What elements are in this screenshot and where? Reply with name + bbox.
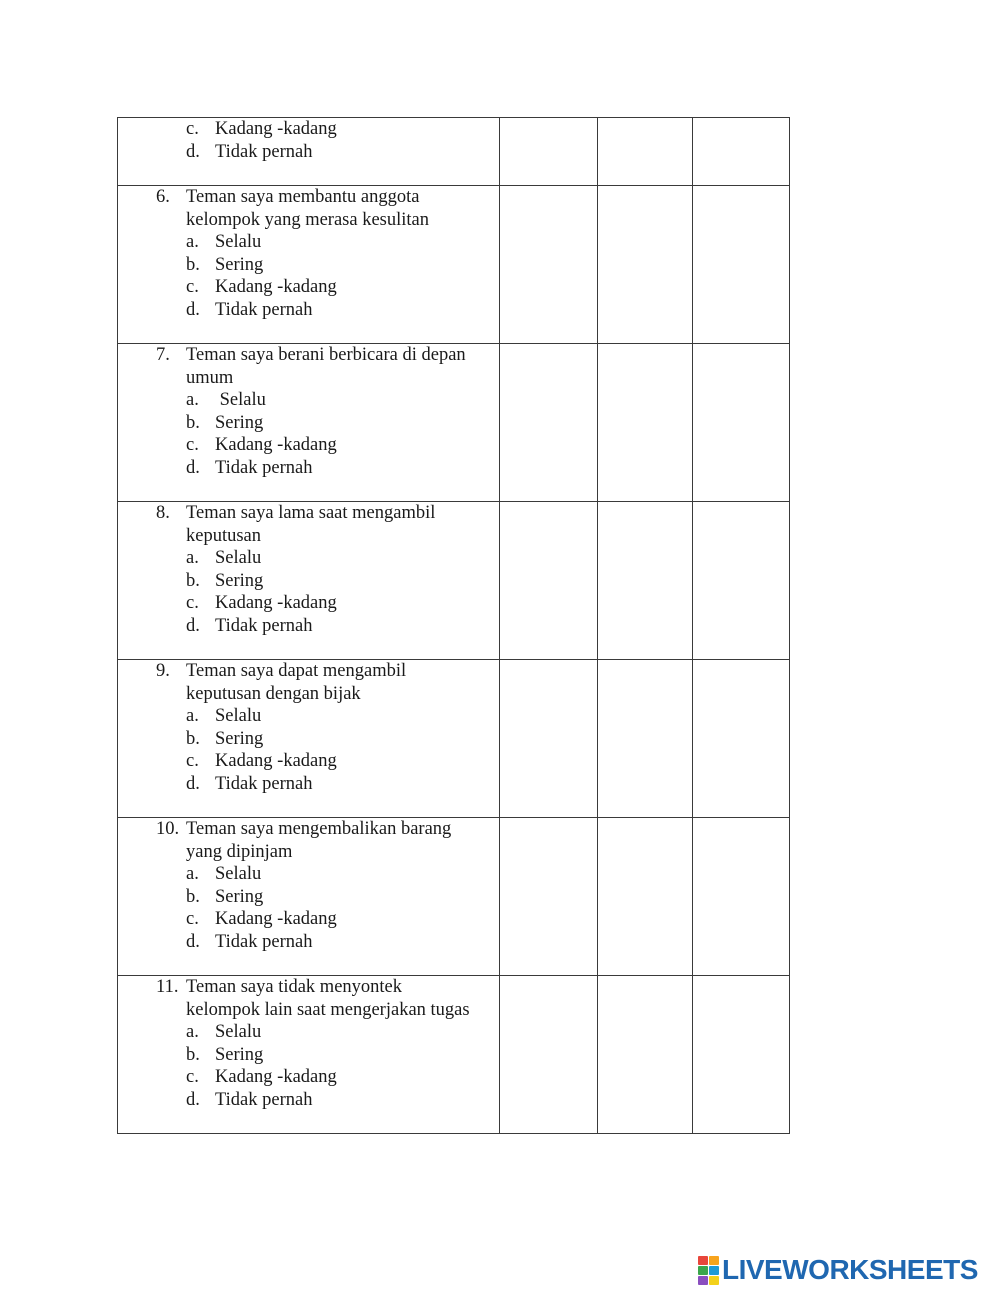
- option-text: Kadang -kadang: [215, 751, 337, 772]
- answer-option: [118, 118, 499, 141]
- option-letter: a.: [186, 864, 199, 885]
- question-number: 10.: [156, 819, 180, 839]
- question-number: 8.: [156, 503, 170, 523]
- answer-cell[interactable]: [598, 344, 693, 502]
- option-letter: a.: [186, 232, 199, 253]
- question-cell: [118, 186, 500, 344]
- option-text: Selalu: [215, 864, 262, 885]
- answer-cell[interactable]: [598, 502, 693, 660]
- answer-option: [118, 299, 499, 322]
- answer-cell[interactable]: [598, 660, 693, 818]
- question-number: 6.: [156, 187, 170, 207]
- answer-cell[interactable]: [598, 818, 693, 976]
- question-cell: [118, 976, 500, 1134]
- answer-option: [118, 931, 499, 954]
- answer-option: [118, 276, 499, 299]
- answer-option: [118, 773, 499, 796]
- option-letter: d.: [186, 299, 200, 320]
- question-cell: [118, 818, 500, 976]
- option-letter: c.: [186, 435, 199, 456]
- question-text: keputusan: [186, 525, 262, 546]
- answer-option: [118, 547, 499, 570]
- answer-cell[interactable]: [500, 660, 598, 818]
- question-text: Teman saya berani berbicara di depan: [186, 345, 466, 365]
- logo-block: [709, 1266, 719, 1275]
- option-text: Tidak pernah: [215, 931, 313, 952]
- answer-cell[interactable]: [500, 118, 598, 186]
- answer-cell[interactable]: [500, 502, 598, 660]
- answer-option: [118, 863, 499, 886]
- option-text: Tidak pernah: [215, 457, 313, 478]
- option-letter: c.: [186, 751, 199, 772]
- option-letter: c.: [186, 277, 199, 298]
- question-number: 7.: [156, 345, 170, 365]
- option-text: Kadang -kadang: [215, 119, 337, 139]
- option-text: Selalu: [215, 1022, 262, 1043]
- answer-cell[interactable]: [598, 186, 693, 344]
- answer-option: [118, 434, 499, 457]
- option-text: Sering: [215, 728, 264, 749]
- logo-block: [698, 1266, 708, 1275]
- option-letter: c.: [186, 1067, 199, 1088]
- option-text: Kadang -kadang: [215, 909, 337, 930]
- option-letter: c.: [186, 119, 199, 139]
- option-text: Kadang -kadang: [215, 277, 337, 298]
- option-text: Sering: [215, 254, 264, 275]
- option-text: Tidak pernah: [215, 141, 313, 162]
- answer-cell[interactable]: [693, 976, 790, 1134]
- answer-option: [118, 750, 499, 773]
- option-text: Kadang -kadang: [215, 1067, 337, 1088]
- question-row: [118, 502, 790, 660]
- answer-option: [118, 1021, 499, 1044]
- option-letter: d.: [186, 1089, 200, 1110]
- option-letter: d.: [186, 457, 200, 478]
- answer-option: [118, 570, 499, 593]
- logo-block: [698, 1276, 708, 1285]
- question-text: Teman saya lama saat mengambil: [186, 503, 436, 523]
- question-number: 11.: [156, 977, 179, 997]
- option-letter: d.: [186, 141, 200, 162]
- question-row: [118, 976, 790, 1134]
- answer-option: [118, 141, 499, 164]
- question-row: [118, 344, 790, 502]
- option-letter: c.: [186, 593, 199, 614]
- option-letter: c.: [186, 909, 199, 930]
- option-letter: a.: [186, 1022, 199, 1043]
- question-text: yang dipinjam: [186, 841, 293, 862]
- answer-option: [118, 592, 499, 615]
- option-text: Tidak pernah: [215, 615, 313, 636]
- option-text: Sering: [215, 1044, 264, 1065]
- answer-cell[interactable]: [500, 344, 598, 502]
- logo-block: [709, 1276, 719, 1285]
- answer-option: [118, 457, 499, 480]
- option-text: Kadang -kadang: [215, 593, 337, 614]
- option-letter: b.: [186, 886, 200, 907]
- logo-blocks-icon: [698, 1256, 719, 1285]
- questionnaire-table: [117, 117, 790, 1134]
- question-cell: [118, 502, 500, 660]
- option-letter: b.: [186, 728, 200, 749]
- answer-cell[interactable]: [500, 186, 598, 344]
- option-letter: a.: [186, 390, 199, 411]
- answer-cell[interactable]: [598, 118, 693, 186]
- answer-option: [118, 886, 499, 909]
- answer-option: [118, 412, 499, 435]
- option-text: Tidak pernah: [215, 299, 313, 320]
- answer-option: [118, 705, 499, 728]
- question-text: keputusan dengan bijak: [186, 683, 361, 704]
- option-letter: a.: [186, 706, 199, 727]
- answer-option: [118, 908, 499, 931]
- answer-cell[interactable]: [500, 976, 598, 1134]
- option-letter: b.: [186, 412, 200, 433]
- question-text: Teman saya tidak menyontek: [186, 977, 403, 997]
- answer-cell[interactable]: [500, 818, 598, 976]
- option-text: Tidak pernah: [215, 1089, 313, 1110]
- answer-cell[interactable]: [693, 186, 790, 344]
- option-text: Selalu: [215, 706, 262, 727]
- option-text: Tidak pernah: [215, 773, 313, 794]
- logo-block: [709, 1256, 719, 1265]
- option-letter: a.: [186, 548, 199, 569]
- question-cell: [118, 118, 500, 186]
- question-text: kelompok yang merasa kesulitan: [186, 209, 430, 230]
- answer-cell[interactable]: [598, 976, 693, 1134]
- answer-option: [118, 254, 499, 277]
- option-letter: b.: [186, 254, 200, 275]
- question-row: [118, 660, 790, 818]
- option-letter: d.: [186, 615, 200, 636]
- option-text: Kadang -kadang: [215, 435, 337, 456]
- option-text: Sering: [215, 412, 264, 433]
- option-letter: d.: [186, 773, 200, 794]
- question-text: Teman saya membantu anggota: [186, 187, 420, 207]
- question-text: Teman saya dapat mengambil: [186, 661, 407, 681]
- question-row: [118, 118, 790, 186]
- answer-cell[interactable]: [693, 344, 790, 502]
- question-cell: [118, 660, 500, 818]
- answer-option: [118, 728, 499, 751]
- option-text: Selalu: [215, 390, 266, 411]
- question-cell: [118, 344, 500, 502]
- answer-option: [118, 231, 499, 254]
- answer-option: [118, 1066, 499, 1089]
- option-letter: d.: [186, 931, 200, 952]
- answer-cell[interactable]: [693, 818, 790, 976]
- question-row: [118, 186, 790, 344]
- option-text: Selalu: [215, 548, 262, 569]
- logo-block: [698, 1256, 708, 1265]
- question-text: kelompok lain saat mengerjakan tugas: [186, 999, 470, 1020]
- option-text: Sering: [215, 886, 264, 907]
- option-text: Sering: [215, 570, 264, 591]
- answer-option: [118, 1044, 499, 1067]
- answer-option: [118, 1089, 499, 1112]
- answer-option: [118, 615, 499, 638]
- answer-cell[interactable]: [693, 660, 790, 818]
- option-letter: b.: [186, 570, 200, 591]
- option-letter: b.: [186, 1044, 200, 1065]
- logo-text: LIVEWORKSHEETS: [722, 1254, 978, 1285]
- liveworksheets-logo: [698, 1256, 978, 1284]
- question-text: Teman saya mengembalikan barang: [186, 819, 452, 839]
- question-number: 9.: [156, 661, 170, 681]
- answer-cell[interactable]: [693, 118, 790, 186]
- option-text: Selalu: [215, 232, 262, 253]
- question-text: umum: [186, 367, 234, 388]
- answer-cell[interactable]: [693, 502, 790, 660]
- answer-option: [118, 389, 499, 412]
- question-row: [118, 818, 790, 976]
